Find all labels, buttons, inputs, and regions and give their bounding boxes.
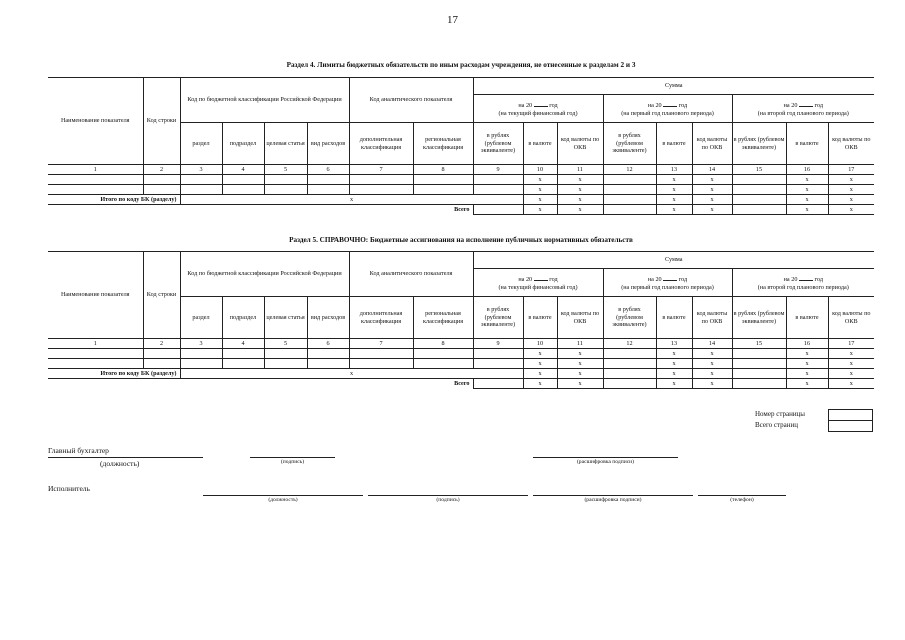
chief-accountant-label: Главный бухгалтер (48, 446, 109, 455)
column-numbers-row (48, 165, 874, 175)
x-mark: x (828, 369, 874, 379)
table-row (48, 185, 874, 195)
col-num: 6 (307, 339, 349, 349)
x-mark: x (786, 185, 828, 195)
col-num: 6 (307, 165, 349, 175)
header-rub: в рублях (рублевом эквиваленте) (473, 297, 523, 339)
col-num: 12 (603, 165, 656, 175)
x-mark: x (656, 369, 692, 379)
col-num: 3 (180, 165, 222, 175)
header-dop: дополнительная классификация (349, 297, 413, 339)
x-mark: x (828, 359, 874, 369)
x-mark: x (523, 359, 557, 369)
x-mark: x (692, 205, 732, 215)
col-num: 15 (732, 339, 786, 349)
section5-table (48, 251, 874, 389)
x-mark: x (786, 369, 828, 379)
x-mark: x (656, 379, 692, 389)
x-mark: x (692, 349, 732, 359)
x-mark: x (828, 205, 874, 215)
header-val: в валюте (786, 123, 828, 165)
decode-line[interactable] (533, 457, 678, 458)
col-num: 10 (523, 165, 557, 175)
executor-position-line[interactable] (203, 495, 363, 496)
col-num: 10 (523, 339, 557, 349)
x-mark: x (656, 185, 692, 195)
header-period-second: на 20 год (на второй год планового периода) (732, 95, 874, 123)
section4-table (48, 77, 874, 215)
col-num: 1 (48, 339, 143, 349)
header-code: Код строки (143, 252, 180, 339)
position-caption: (должность) (100, 459, 140, 468)
header-okv: код валюты по ОКВ (692, 297, 732, 339)
header-period-first: на 20 год (на первый год планового периода) (603, 269, 732, 297)
signature-caption: (подпись) (280, 459, 305, 465)
col-num: 7 (349, 165, 413, 175)
header-dop: дополнительная классификация (349, 123, 413, 165)
x-mark: x (786, 175, 828, 185)
x-mark: x (656, 195, 692, 205)
col-num: 16 (786, 165, 828, 175)
col-num: 4 (222, 339, 264, 349)
header-okv: код валюты по ОКВ (828, 297, 874, 339)
x-mark: x (692, 185, 732, 195)
header-analytic: Код аналитического показателя (349, 252, 473, 297)
x-mark: x (828, 379, 874, 389)
col-num: 5 (264, 339, 307, 349)
x-mark: x (523, 369, 557, 379)
x-mark: x (786, 379, 828, 389)
col-num: 1 (48, 165, 143, 175)
x-mark: x (656, 175, 692, 185)
x-mark: x (557, 359, 603, 369)
col-num: 8 (413, 165, 473, 175)
executor-signature-caption: (подпись) (436, 497, 460, 503)
col-num: 9 (473, 165, 523, 175)
col-num: 13 (656, 339, 692, 349)
header-val: в валюте (656, 123, 692, 165)
x-mark: x (557, 195, 603, 205)
col-num: 11 (557, 165, 603, 175)
x-mark: x (180, 195, 523, 205)
col-num: 17 (828, 339, 874, 349)
header-celevaya: целевая статья (264, 123, 307, 165)
header-period-current: на 20 год (на текущий финансовый год) (473, 269, 603, 297)
executor-signature-line[interactable] (368, 495, 528, 496)
x-mark: x (692, 195, 732, 205)
x-mark: x (828, 185, 874, 195)
x-mark: x (557, 185, 603, 195)
x-mark: x (828, 175, 874, 185)
x-mark: x (523, 379, 557, 389)
header-val: в валюте (656, 297, 692, 339)
header-period-second: на 20 год (на второй год планового периода) (732, 269, 874, 297)
x-mark: x (523, 195, 557, 205)
col-num: 5 (264, 165, 307, 175)
itogo-label: Итого по коду БК (разделу) (48, 195, 180, 205)
x-mark: x (786, 349, 828, 359)
col-num: 14 (692, 165, 732, 175)
itogo-row (48, 369, 874, 379)
x-mark: x (786, 205, 828, 215)
header-podrazdel: подраздел (222, 297, 264, 339)
col-num: 2 (143, 339, 180, 349)
header-rub: в рублях (рублевом эквиваленте) (732, 297, 786, 339)
executor-decode-caption: (расшифровка подписи) (584, 497, 642, 503)
col-num: 7 (349, 339, 413, 349)
header-region: региональная классификация (413, 123, 473, 165)
x-mark: x (523, 205, 557, 215)
x-mark: x (786, 359, 828, 369)
executor-decode-line[interactable] (533, 495, 693, 496)
page-number-label: Номер страницы (755, 410, 806, 418)
header-sum: Сумма (473, 78, 874, 95)
x-mark: x (557, 369, 603, 379)
x-mark: x (557, 205, 603, 215)
x-mark: x (828, 195, 874, 205)
section5-title: Раздел 5. СПРАВОЧНО: Бюджетные ассигнования на исполнение публичных нормативных обязательств (289, 236, 633, 244)
header-name: Наименование показателя (48, 252, 143, 339)
col-num: 13 (656, 165, 692, 175)
executor-phone-line[interactable] (698, 495, 786, 496)
vsego-row (48, 379, 874, 389)
header-okv: код валюты по ОКВ (557, 297, 603, 339)
col-num: 17 (828, 165, 874, 175)
x-mark: x (786, 195, 828, 205)
x-mark: x (692, 175, 732, 185)
header-rub: в рублях (рублевом эквиваленте) (473, 123, 523, 165)
header-sum: Сумма (473, 252, 874, 269)
chief-accountant-line (48, 457, 203, 458)
x-mark: x (656, 359, 692, 369)
x-mark: x (557, 349, 603, 359)
executor-position-caption: (должность) (268, 497, 298, 503)
x-mark: x (523, 349, 557, 359)
header-vid: вид расходов (307, 297, 349, 339)
x-mark: x (692, 369, 732, 379)
header-val: в валюте (523, 297, 557, 339)
table-row (48, 175, 874, 185)
col-num: 2 (143, 165, 180, 175)
x-mark: x (692, 359, 732, 369)
col-num: 9 (473, 339, 523, 349)
col-num: 12 (603, 339, 656, 349)
x-mark: x (557, 175, 603, 185)
header-okv: код валюты по ОКВ (692, 123, 732, 165)
table-row (48, 359, 874, 369)
x-mark: x (557, 379, 603, 389)
header-val: в валюте (523, 123, 557, 165)
x-mark: x (656, 205, 692, 215)
vsego-row (48, 205, 874, 215)
x-mark: x (656, 349, 692, 359)
col-num: 15 (732, 165, 786, 175)
header-code: Код строки (143, 78, 180, 165)
header-okv: код валюты по ОКВ (557, 123, 603, 165)
header-val: в валюте (786, 297, 828, 339)
section4-title: Раздел 4. Лимиты бюджетных обязательств по иным расходам учреждения, не отнесенные к разделам 2 и 3 (286, 61, 636, 69)
col-num: 8 (413, 339, 473, 349)
header-rub: в рублях (рублевом эквиваленте) (732, 123, 786, 165)
column-numbers-row (48, 339, 874, 349)
col-num: 11 (557, 339, 603, 349)
pages-total-label: Всего страниц (755, 421, 799, 429)
header-podrazdel: подраздел (222, 123, 264, 165)
header-analytic: Код аналитического показателя (349, 78, 473, 123)
itogo-row (48, 195, 874, 205)
header-razdel: раздел (180, 297, 222, 339)
header-rub: в рублях (рублевом эквиваленте) (603, 297, 656, 339)
header-celevaya: целевая статья (264, 297, 307, 339)
vsego-label: Всего (454, 379, 470, 387)
pages-total-box[interactable] (828, 420, 873, 432)
col-num: 14 (692, 339, 732, 349)
header-region: региональная классификация (413, 297, 473, 339)
signature-line[interactable] (250, 457, 335, 458)
x-mark: x (523, 175, 557, 185)
col-num: 4 (222, 165, 264, 175)
x-mark: x (828, 349, 874, 359)
itogo-label: Итого по коду БК (разделу) (48, 369, 180, 379)
header-okv: код валюты по ОКВ (828, 123, 874, 165)
x-mark: x (692, 379, 732, 389)
header-razdel: раздел (180, 123, 222, 165)
page-number: 17 (447, 14, 458, 26)
decode-caption: (расшифровка подписи) (576, 459, 635, 465)
x-mark: x (180, 369, 523, 379)
col-num: 16 (786, 339, 828, 349)
header-name: Наименование показателя (48, 78, 143, 165)
executor-label: Исполнитель (48, 484, 90, 493)
col-num: 3 (180, 339, 222, 349)
header-period-first: на 20 год (на первый год планового периода) (603, 95, 732, 123)
x-mark: x (523, 185, 557, 195)
table-row (48, 349, 874, 359)
header-bk-code: Код по бюджетной классификации Российской Федерации (180, 78, 349, 123)
header-rub: в рублях (рублевом эквиваленте) (603, 123, 656, 165)
header-vid: вид расходов (307, 123, 349, 165)
header-bk-code: Код по бюджетной классификации Российской Федерации (180, 252, 349, 297)
executor-phone-caption: (телефон) (730, 497, 754, 503)
vsego-label: Всего (454, 205, 470, 213)
header-period-current: на 20 год (на текущий финансовый год) (473, 95, 603, 123)
